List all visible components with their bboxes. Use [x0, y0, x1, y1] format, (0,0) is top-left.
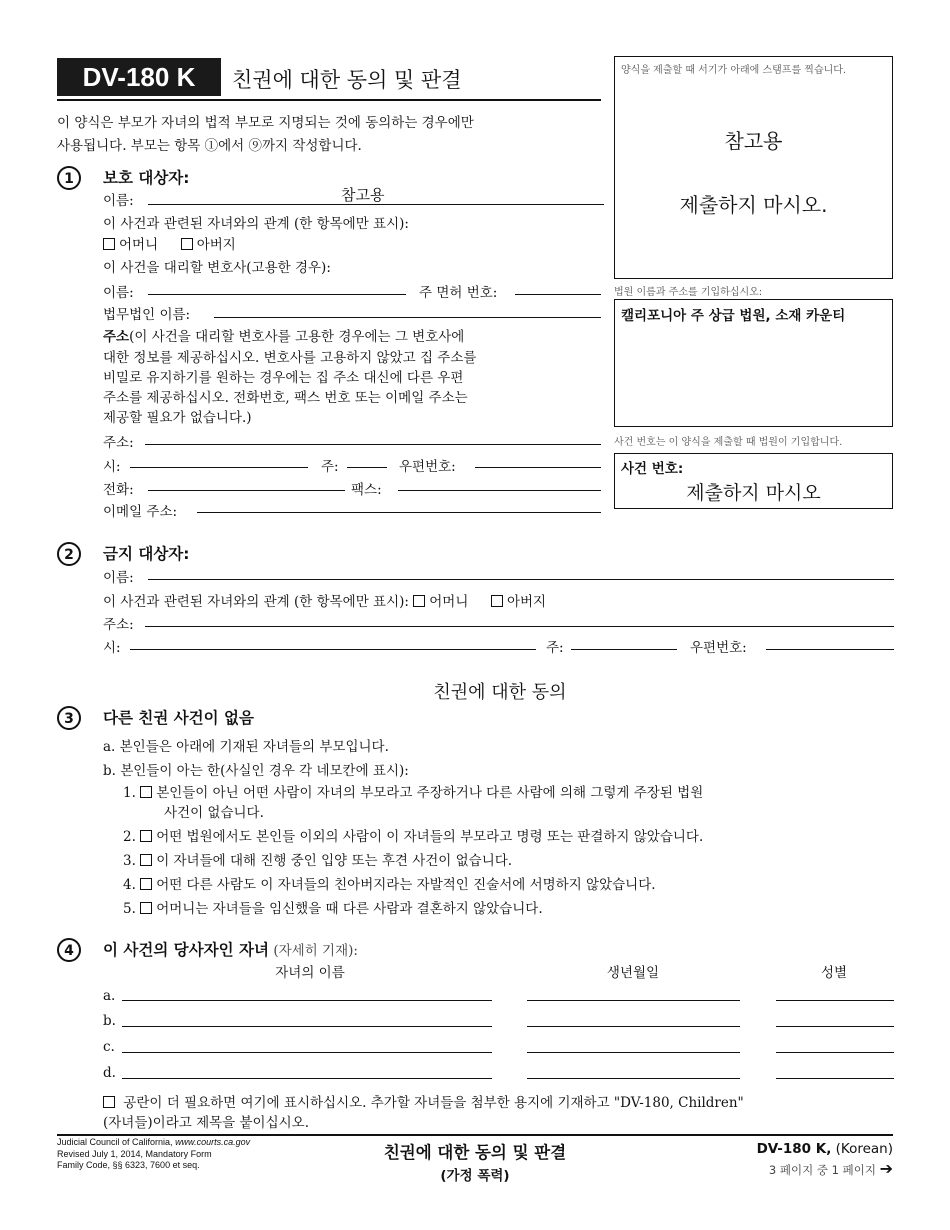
s3-item-4-number: 4. — [123, 877, 136, 893]
address-bold-label: 주소 — [103, 329, 130, 345]
restrained-city-field[interactable] — [130, 649, 536, 650]
lawyer-name-label: 이름: — [103, 285, 134, 301]
more-children-text-2: (자녀들)이라고 제목을 붙이십시오. — [103, 1115, 309, 1131]
state-field[interactable] — [347, 467, 387, 468]
col-child-name: 자녀의 이름 — [275, 965, 345, 981]
s3-item-1-text: 본인들이 아닌 어떤 사람이 자녀의 부모라고 주장하거나 다른 사람에 의해 그렇게 주장된 법원 — [156, 785, 704, 801]
section-3-a: a. 본인들은 아래에 기재된 자녀들의 부모입니다. — [103, 739, 389, 755]
email-field[interactable] — [197, 512, 601, 513]
s3-item-2-number: 2. — [123, 829, 136, 845]
child-c-name[interactable] — [122, 1052, 492, 1053]
footer-form-code: DV-180 K, — [756, 1141, 832, 1157]
more-children-text-1: 공란이 더 필요하면 여기에 표시하십시오. 추가할 자녀들을 첨부한 용지에 기재하고 "DV-180, Children" — [123, 1095, 744, 1111]
section-4-title-note: (자세히 기재): — [273, 943, 358, 959]
relation-label: 이 사건과 관련된 자녀와의 관계 (한 항목에만 표시): — [103, 216, 409, 232]
child-row-d-label: d. — [103, 1065, 116, 1081]
s3-item-5-text: 어머니는 자녀들을 임신했을 때 다른 사람과 결혼하지 않았습니다. — [156, 901, 543, 917]
mother-label: 어머니 — [119, 237, 159, 253]
intro-line-2: 사용됩니다. 부모는 항목 ①에서 ⑨까지 작성합니다. — [57, 138, 362, 154]
child-row-a-label: a. — [103, 988, 116, 1004]
firm-label: 법무법인 이름: — [103, 307, 191, 323]
child-b-dob[interactable] — [527, 1026, 740, 1027]
case-number-box — [614, 453, 893, 509]
footer-left — [57, 1137, 250, 1172]
restrained-zip-field[interactable] — [766, 649, 894, 650]
s3-item-3-text: 이 자녀들에 대해 진행 중인 입양 또는 후견 사건이 없습니다. — [156, 853, 513, 869]
s3-item-5-number: 5. — [123, 901, 136, 917]
col-birthdate: 생년월일 — [606, 965, 660, 981]
clerk-line-1: 참고용 — [724, 129, 783, 153]
clerk-line-2: 제출하지 마시오. — [679, 193, 828, 217]
restrained-relation-label: 이 사건과 관련된 자녀와의 관계 (한 항목에만 표시): — [103, 594, 409, 610]
case-value: 제출하지 마시오 — [686, 482, 821, 504]
header-rule — [57, 99, 601, 101]
fax-label: 팩스: — [351, 482, 382, 498]
restrained-mother-label: 어머니 — [429, 594, 469, 610]
child-b-name[interactable] — [122, 1026, 492, 1027]
bar-number-label: 주 면허 번호: — [419, 285, 498, 301]
restrained-relation — [103, 590, 546, 610]
case-note: 사건 번호는 이 양식을 제출할 때 법원이 기입합니다. — [614, 437, 843, 448]
s3-item-2-checkbox[interactable] — [140, 830, 152, 842]
section-1-number: 1 — [57, 166, 81, 190]
address-note-text-1: (이 사건을 대리할 변호사를 고용한 경우에는 그 변호사에 — [129, 329, 465, 345]
footer-title — [330, 1139, 620, 1184]
s3-item-3-number: 3. — [123, 853, 136, 869]
address-note-2: 대한 정보를 제공하십시오. 변호사를 고용하지 않았고 집 주소를 — [103, 350, 477, 366]
footer-right — [757, 1141, 893, 1178]
restrained-zip-label: 우편번호: — [690, 640, 747, 656]
section-4-title-wrap — [103, 938, 358, 960]
city-field[interactable] — [130, 467, 308, 468]
section-3-number: 3 — [57, 706, 81, 730]
restrained-state-label: 주: — [546, 640, 564, 656]
email-label: 이메일 주소: — [103, 504, 178, 520]
form-title: 친권에 대한 동의 및 판결 — [232, 68, 462, 92]
child-b-sex[interactable] — [776, 1026, 894, 1027]
zip-label: 우편번호: — [399, 459, 456, 475]
child-a-dob[interactable] — [527, 1000, 740, 1001]
s3-item-3-checkbox[interactable] — [140, 854, 152, 866]
lawyer-label: 이 사건을 대리할 변호사(고용한 경우): — [103, 260, 331, 276]
child-d-dob[interactable] — [527, 1078, 740, 1079]
s3-item-3 — [123, 849, 512, 869]
address-note-1 — [103, 325, 464, 345]
restrained-address-field[interactable] — [145, 626, 894, 627]
state-label: 주: — [321, 459, 339, 475]
s3-item-1 — [123, 781, 703, 801]
s3-item-1-checkbox[interactable] — [140, 786, 152, 798]
address-note-4: 주소를 제공하십시오. 전화번호, 팩스 번호 또는 이메일 주소는 — [103, 390, 468, 406]
more-children-checkbox[interactable] — [103, 1096, 115, 1108]
bar-number-field[interactable] — [515, 294, 601, 295]
section-2-title: 금지 대상자: — [103, 545, 190, 563]
footer-left-line-1 — [57, 1137, 250, 1149]
section-2-number: 2 — [57, 542, 81, 566]
footer-language: (Korean) — [835, 1141, 893, 1157]
next-page-arrow-icon[interactable]: ➔ — [879, 1159, 893, 1178]
fax-field[interactable] — [398, 490, 601, 491]
col-sex: 성별 — [820, 965, 848, 981]
child-row-c-label: c. — [103, 1039, 115, 1055]
consent-heading: 친권에 대한 동의 — [433, 682, 567, 703]
more-children — [103, 1091, 744, 1111]
child-d-name[interactable] — [122, 1078, 492, 1079]
phone-label: 전화: — [103, 482, 134, 498]
s3-item-2 — [123, 825, 703, 845]
clerk-stamp-box — [614, 56, 893, 279]
address-note-3: 비밀로 유지하기를 원하는 경우에는 집 주소 대신에 다른 우편 — [103, 370, 464, 386]
section-3-b: b. 본인들이 아는 한(사실인 경우 각 네모칸에 표시): — [103, 763, 409, 779]
s3-item-1-cont: 사건이 없습니다. — [164, 805, 264, 821]
clerk-note: 양식을 제출할 때 서기가 아래에 스탬프를 찍습니다. — [621, 65, 847, 76]
firm-field[interactable] — [214, 317, 601, 318]
footer-right-line-1 — [757, 1141, 893, 1157]
protected-name-label: 이름: — [103, 193, 134, 209]
footer-title-2: (가정 폭력) — [440, 1168, 510, 1184]
section-3-title: 다른 친권 사건이 없음 — [103, 709, 254, 727]
footer-council: Judicial Council of California, — [57, 1137, 176, 1147]
footer-page-number: 3 페이지 중 1 페이지 — [768, 1163, 876, 1177]
restrained-name-field[interactable] — [148, 579, 894, 580]
form-code-badge — [57, 58, 221, 96]
s3-item-1-number: 1. — [123, 785, 136, 801]
s3-item-4-text: 어떤 다른 사람도 이 자녀들의 친아버지라는 자발적인 진술서에 서명하지 않았습니다. — [156, 877, 656, 893]
restrained-city-label: 시: — [103, 640, 121, 656]
address-note-5: 제공할 필요가 없습니다.) — [103, 410, 252, 426]
restrained-father-checkbox[interactable] — [491, 595, 503, 607]
child-d-sex[interactable] — [776, 1078, 894, 1079]
form-code: DV-180 K — [82, 62, 196, 92]
court-note: 법원 이름과 주소를 기입하십시오: — [614, 287, 763, 298]
footer-left-line-2: Revised July 1, 2014, Mandatory Form — [57, 1148, 212, 1159]
child-a-sex[interactable] — [776, 1000, 894, 1001]
zip-field[interactable] — [475, 467, 601, 468]
restrained-state-field[interactable] — [571, 649, 677, 650]
lawyer-name-field[interactable] — [148, 294, 406, 295]
protected-name-value: 참고용 — [341, 186, 385, 204]
footer-title-1: 친권에 대한 동의 및 판결 — [383, 1143, 567, 1162]
child-c-dob[interactable] — [527, 1052, 740, 1053]
restrained-address-label: 주소: — [103, 617, 134, 633]
child-c-sex[interactable] — [776, 1052, 894, 1053]
s3-item-4 — [123, 873, 656, 893]
restrained-father-label: 아버지 — [506, 594, 547, 610]
case-label: 사건 번호: — [621, 461, 684, 477]
section-4-number: 4 — [57, 938, 81, 962]
child-a-name[interactable] — [122, 1000, 492, 1001]
father-checkbox[interactable] — [181, 238, 193, 250]
footer-rule — [57, 1134, 893, 1136]
section-1-title: 보호 대상자: — [103, 169, 190, 187]
intro-line-1: 이 양식은 부모가 자녀의 법적 부모로 지명되는 것에 동의하는 경우에만 — [57, 115, 474, 131]
phone-field[interactable] — [148, 490, 345, 491]
s3-item-5-checkbox[interactable] — [140, 902, 152, 914]
court-box — [614, 299, 893, 427]
restrained-name-label: 이름: — [103, 570, 134, 586]
footer-left-line-3: Family Code, §§ 6323, 7600 et seq. — [57, 1160, 200, 1170]
footer-right-line-2 — [757, 1159, 893, 1178]
section-4-title: 이 사건의 당사자인 자녀 — [103, 941, 269, 959]
s3-item-4-checkbox[interactable] — [140, 878, 152, 890]
s3-item-2-text: 어떤 법원에서도 본인들 이외의 사람이 이 자녀들의 부모라고 명령 또는 판결하지 않았습니다. — [156, 829, 704, 845]
footer-website-link[interactable]: www.courts.ca.gov — [175, 1137, 251, 1147]
s3-item-5 — [123, 897, 543, 917]
child-row-b-label: b. — [103, 1013, 116, 1029]
address-field[interactable] — [145, 444, 601, 445]
father-label: 아버지 — [196, 237, 236, 253]
restrained-mother-checkbox[interactable] — [413, 595, 425, 607]
city-label: 시: — [103, 459, 121, 475]
mother-checkbox[interactable] — [103, 238, 115, 250]
address-label: 주소: — [103, 435, 134, 451]
relation-options — [103, 233, 236, 253]
court-name: 캘리포니아 주 상급 법원, 소재 카운티 — [621, 308, 846, 324]
